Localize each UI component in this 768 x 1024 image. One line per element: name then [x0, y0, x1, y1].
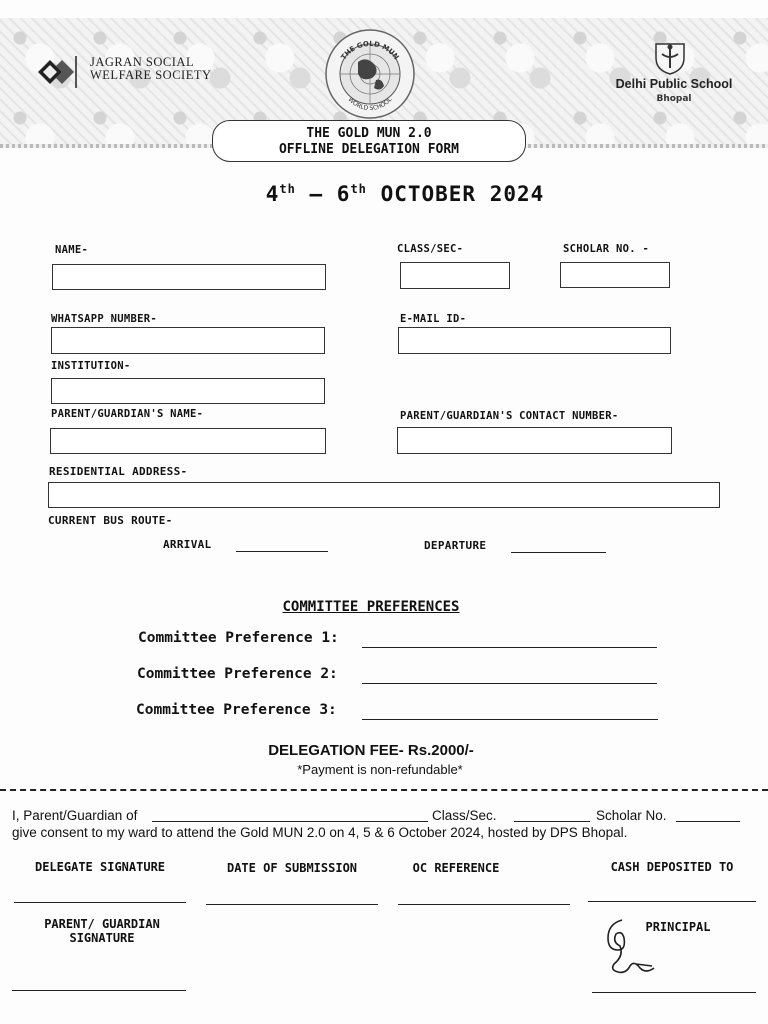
- date-dash: –: [309, 182, 324, 206]
- principal-signature-line[interactable]: [592, 980, 756, 993]
- school-name: Delhi Public School: [615, 77, 733, 91]
- institution-field[interactable]: [51, 378, 325, 404]
- consent-text: give consent to my ward to attend the Gold MUN 2.0 on 4, 5 & 6 October 2024, hosted by DPS Bhopal.: [12, 825, 628, 840]
- end-day: 6: [336, 182, 351, 206]
- date-submission-line[interactable]: [206, 892, 378, 905]
- consent-prefix: I, Parent/Guardian of: [12, 808, 138, 823]
- cash-deposited-label: CASH DEPOSITED TO: [610, 860, 734, 874]
- seal-text-bottom: WORLD SCHOOL: [346, 96, 394, 113]
- guardian-signature-label: [22, 917, 182, 945]
- fee-note: *Payment is non-refundable*: [297, 762, 463, 777]
- institution-label: INSTITUTION-: [51, 360, 131, 372]
- org-name-line2: WELFARE SOCIETY: [90, 68, 212, 82]
- ward-name-line[interactable]: [152, 807, 428, 822]
- class-sec-field[interactable]: [400, 262, 510, 289]
- pref2-line[interactable]: [362, 668, 657, 684]
- bus-route-label: CURRENT BUS ROUTE-: [48, 514, 173, 527]
- consent-class-label: Class/Sec.: [432, 808, 497, 823]
- end-suffix: th: [350, 182, 367, 196]
- seal-text-top: THE GOLD MUN: [339, 39, 401, 62]
- email-input[interactable]: [399, 328, 674, 355]
- guardian-contact-input[interactable]: [398, 428, 675, 455]
- pref1-label: Committee Preference 1:: [138, 630, 339, 646]
- class-sec-input[interactable]: [401, 263, 513, 290]
- scholar-no-input[interactable]: [561, 263, 673, 289]
- departure-line[interactable]: [511, 537, 606, 553]
- jagran-logo-icon: [36, 54, 78, 90]
- guardian-name-label: PARENT/GUARDIAN'S NAME-: [51, 408, 204, 420]
- date-submission-label: DATE OF SUBMISSION: [226, 861, 358, 875]
- pref3-line[interactable]: [362, 704, 658, 720]
- org-name: [90, 56, 212, 82]
- class-sec-label: CLASS/SEC-: [397, 243, 464, 255]
- delegate-signature-line[interactable]: [14, 890, 186, 903]
- consent-class-line[interactable]: [514, 807, 590, 822]
- whatsapp-label: WHATSAPP NUMBER-: [51, 313, 157, 325]
- dps-crest-icon: [650, 38, 690, 76]
- guardian-contact-label: PARENT/GUARDIAN'S CONTACT NUMBER-: [400, 410, 619, 422]
- scholar-no-label: SCHOLAR NO. -: [563, 243, 650, 255]
- address-field[interactable]: [48, 482, 720, 508]
- whatsapp-input[interactable]: [52, 328, 328, 355]
- guardian-name-input[interactable]: [51, 429, 329, 455]
- delegate-signature-label: DELEGATE SIGNATURE: [34, 860, 166, 874]
- whatsapp-field[interactable]: [51, 327, 325, 354]
- name-input[interactable]: [53, 265, 329, 291]
- consent-scholar-label: Scholar No.: [596, 808, 667, 823]
- guardian-signature-line2: SIGNATURE: [69, 931, 135, 945]
- address-input[interactable]: [49, 483, 723, 509]
- start-day: 4: [265, 182, 280, 206]
- oc-reference-label: OC REFERENCE: [412, 861, 500, 875]
- delegation-fee: DELEGATION FEE- Rs.2000/-: [268, 742, 474, 759]
- form-title-line2: OFFLINE DELEGATION FORM: [278, 142, 459, 157]
- event-dates: [0, 182, 768, 206]
- school-city: Bhopal: [656, 94, 692, 104]
- pref1-line[interactable]: [362, 632, 657, 648]
- guardian-signature-line[interactable]: [12, 978, 186, 991]
- consent-scholar-line[interactable]: [676, 807, 740, 822]
- arrival-label: ARRIVAL: [163, 538, 212, 551]
- email-label: E-MAIL ID-: [400, 313, 467, 325]
- form-title-line1: THE GOLD MUN 2.0: [306, 126, 432, 141]
- principal-label: PRINCIPAL: [645, 920, 711, 934]
- start-suffix: th: [279, 182, 296, 196]
- name-label: NAME-: [55, 244, 89, 256]
- pref3-label: Committee Preference 3:: [136, 702, 337, 718]
- org-name-line1: JAGRAN SOCIAL: [90, 55, 195, 69]
- form-title-box: [212, 120, 526, 162]
- gold-mun-seal-icon: [322, 26, 418, 122]
- committee-title: COMMITTEE PREFERENCES: [282, 599, 460, 615]
- cash-deposited-line[interactable]: [588, 889, 756, 902]
- pref2-label: Committee Preference 2:: [137, 666, 338, 682]
- name-field[interactable]: [52, 264, 326, 290]
- guardian-contact-field[interactable]: [397, 427, 672, 454]
- institution-input[interactable]: [52, 379, 328, 405]
- guardian-signature-line1: PARENT/ GUARDIAN: [44, 917, 160, 931]
- guardian-name-field[interactable]: [50, 428, 326, 454]
- scholar-no-field[interactable]: [560, 262, 670, 288]
- departure-label: DEPARTURE: [424, 539, 487, 552]
- oc-reference-line[interactable]: [398, 892, 570, 905]
- address-label: RESIDENTIAL ADDRESS-: [49, 465, 188, 478]
- month-year: OCTOBER 2024: [380, 182, 545, 206]
- cut-line: [0, 789, 768, 791]
- email-field[interactable]: [398, 327, 671, 354]
- arrival-line[interactable]: [236, 536, 328, 552]
